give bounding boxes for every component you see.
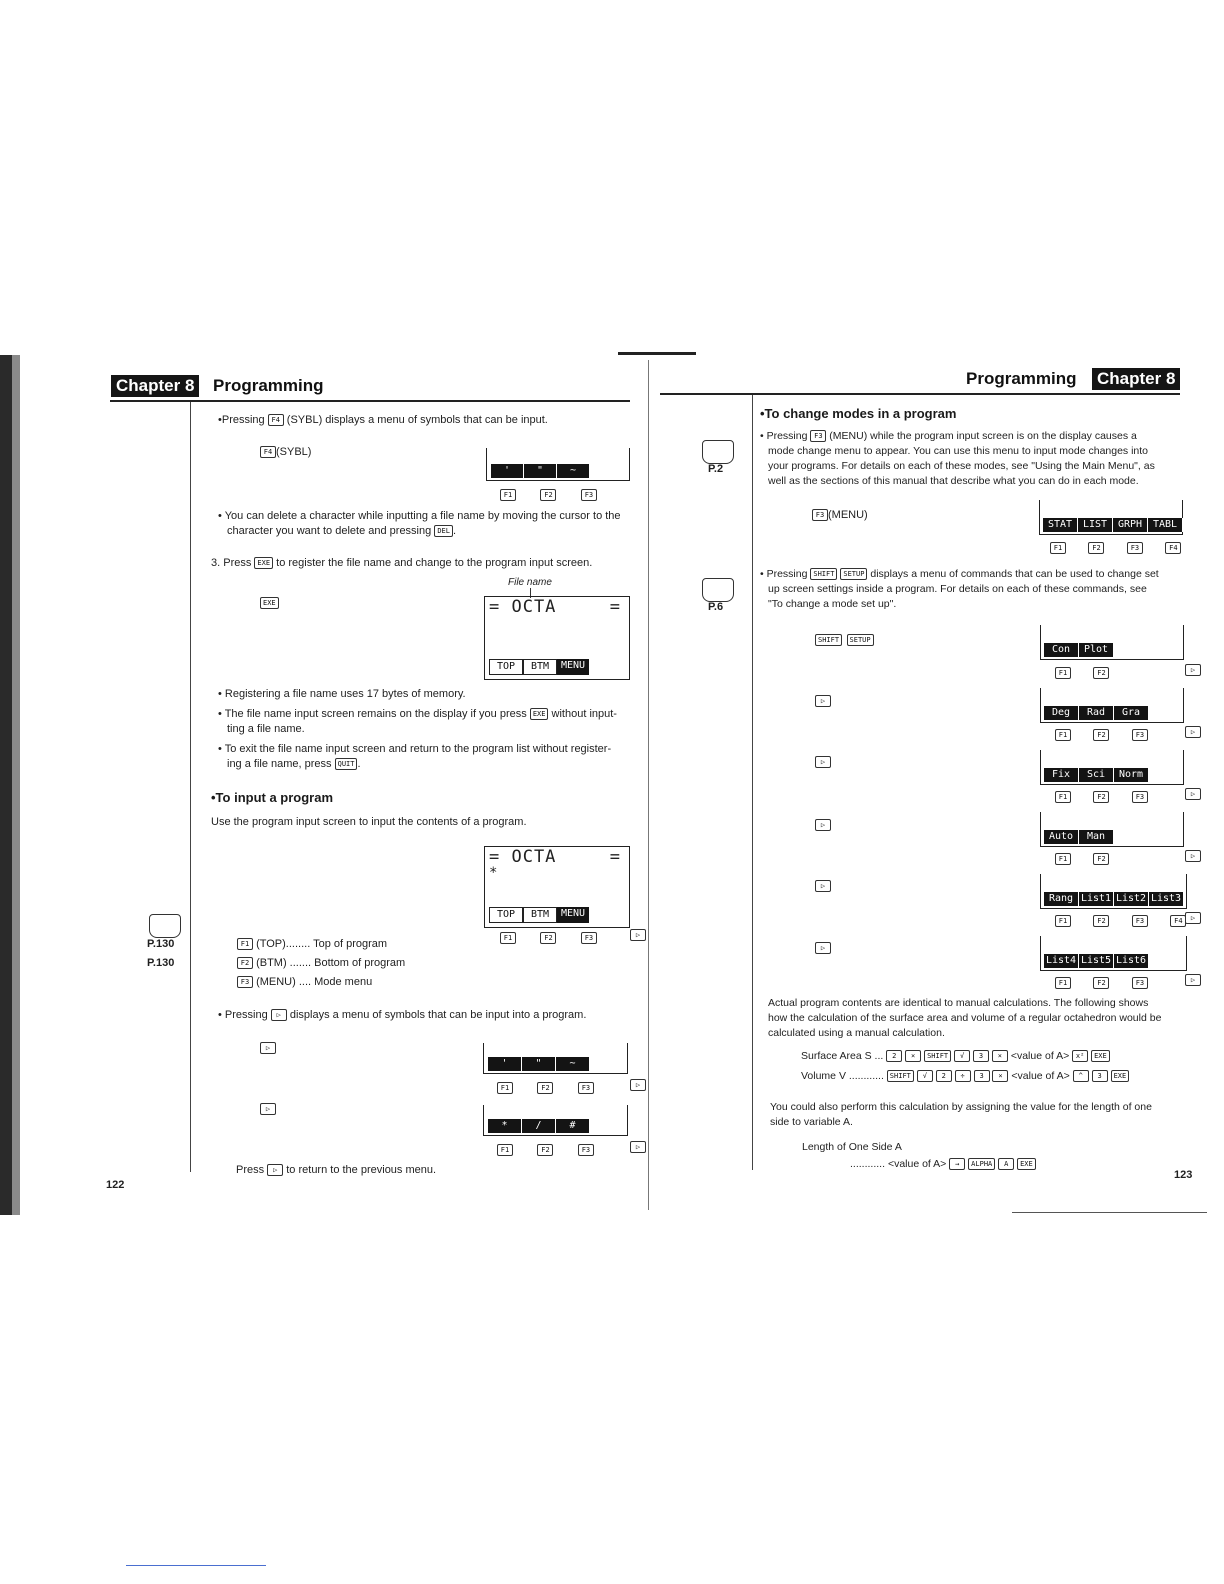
key-3: 3	[974, 1070, 990, 1082]
f2-key: F2	[1093, 729, 1109, 741]
setup-menu-screen	[1040, 625, 1184, 660]
f1-key: F1	[500, 489, 516, 501]
pressing-more: • Pressing ▷ displays a menu of symbols that can be input into a program.	[218, 1009, 587, 1021]
menu-cell: List1	[1079, 892, 1114, 906]
right-bottom-rule	[1012, 1212, 1207, 1213]
f3-key: F3	[1132, 977, 1148, 989]
next-key: ▷	[260, 1103, 276, 1115]
exe-key: EXE	[260, 597, 279, 609]
ref-p130: P.130	[147, 938, 175, 950]
menu-cell: Sci	[1079, 768, 1114, 782]
menu-b-fkeys	[497, 1141, 594, 1159]
bottom-blue-rule	[126, 1565, 266, 1566]
f2-key: F2	[540, 932, 556, 944]
f4-key: F4	[268, 414, 284, 426]
file-name-screen	[484, 596, 630, 680]
f1-key: F1	[1055, 667, 1071, 679]
file-name-caption: File name	[508, 577, 552, 588]
f3-key: F3	[578, 1144, 594, 1156]
right-page-title: Programming	[966, 369, 1077, 388]
f2-key: F2	[1093, 667, 1109, 679]
key-3: 3	[1092, 1070, 1108, 1082]
f2-key: F2	[537, 1144, 553, 1156]
exe-key-caption	[260, 594, 279, 612]
next-key: ▷	[630, 1141, 646, 1153]
next-key: ▷	[1185, 788, 1201, 800]
times-key: ×	[992, 1070, 1008, 1082]
alpha-key: ALPHA	[968, 1158, 995, 1170]
book-icon	[702, 440, 734, 464]
f2-key: F2	[540, 489, 556, 501]
left-page-title: Programming	[213, 376, 324, 395]
gutter-corner	[618, 352, 696, 355]
menu-cell: Gra	[1114, 706, 1149, 720]
shift-key: SHIFT	[924, 1050, 951, 1062]
quit-key: QUIT	[335, 758, 358, 770]
assign-arrow-key: →	[949, 1158, 965, 1170]
menu-cell: Fix	[1044, 768, 1079, 782]
f3-key: F3	[1132, 729, 1148, 741]
screen-eq: =	[609, 597, 621, 617]
menu-cell: Con	[1044, 643, 1079, 657]
menu-cell: Deg	[1044, 706, 1079, 720]
square-key: x²	[1072, 1050, 1088, 1062]
f1-key: F1	[1055, 853, 1071, 865]
f3-key: F3	[581, 932, 597, 944]
exe-key: EXE	[530, 708, 549, 720]
shift-key: SHIFT	[887, 1070, 914, 1082]
left-intro: •Pressing F4 (SYBL) displays a menu of symbols that can be input.	[218, 414, 548, 426]
length-line: ............ <value of A> → ALPHA A EXE	[850, 1157, 1036, 1172]
f3-key: F3	[1132, 915, 1148, 927]
sybl-caption: F4 (SYBL)	[260, 445, 311, 460]
section-input-text: Use the program input screen to input the contents of a program.	[211, 816, 527, 828]
f3-key: F3	[578, 1082, 594, 1094]
shift-key: SHIFT	[810, 568, 837, 580]
setup-menu-list	[815, 625, 1205, 990]
next-key: ▷	[271, 1009, 287, 1021]
exe-key: EXE	[1111, 1070, 1130, 1082]
menu-cell: ~	[556, 1057, 590, 1071]
sqrt-key: √	[954, 1050, 970, 1062]
next-key: ▷	[815, 756, 831, 768]
f3-key: F3	[812, 509, 828, 521]
sqrt-key: √	[917, 1070, 933, 1082]
times-key: ×	[992, 1050, 1008, 1062]
menu-grph: GRPH	[1113, 518, 1148, 532]
section-mode-text: • Pressing F3 (MENU) while the program input screen is on the display causes a mode change menu to appear. You can use this menu to input mode changes into your programs. For details on each of these modes, see "Using the Main Menu", as well as the sections of this manual that describe what you can do in each mode.	[760, 430, 1155, 487]
next-key: ▷	[1185, 912, 1201, 924]
ref-p6: P.6	[708, 601, 724, 613]
f1-key: F1	[500, 932, 516, 944]
f1-key: F1	[1055, 729, 1071, 741]
menu-tabl: TABL	[1148, 518, 1183, 532]
f3-key: F3	[1127, 542, 1143, 554]
next-key: ▷	[815, 819, 831, 831]
f2-key: F2	[1093, 977, 1109, 989]
menu-cell: '	[491, 464, 524, 478]
menu-cell: *	[488, 1119, 522, 1133]
length-label: Length of One Side A	[802, 1141, 902, 1153]
volume-line: Volume V ............ SHIFT √ 2 ÷ 3 × <value of A> ^ 3 EXE	[801, 1069, 1129, 1084]
gutter-line	[648, 360, 649, 1210]
menu-btm: BTM	[523, 907, 557, 923]
f4-key: F4	[260, 446, 276, 458]
menu-btm: BTM	[523, 659, 557, 675]
exe-key: EXE	[254, 557, 273, 569]
program-fkeys	[500, 929, 597, 947]
menu-cell: List3	[1149, 892, 1184, 906]
left-binding-shadow	[12, 355, 20, 1215]
next-key: ▷	[1185, 974, 1201, 986]
next-key: ▷	[630, 929, 646, 941]
menu-cell: List4	[1044, 954, 1079, 968]
sybl-fkeys	[500, 486, 597, 504]
menu-cell: #	[556, 1119, 590, 1133]
setup-menu-screen	[1040, 750, 1184, 785]
setup-menu-screen	[1040, 874, 1187, 909]
menu-cell: Rang	[1044, 892, 1079, 906]
bullet-delete: • You can delete a character while inputting a file name by moving the cursor to the character you want to delete and pressing DEL .	[218, 510, 621, 537]
key-2: 2	[886, 1050, 902, 1062]
setup-key: SETUP	[847, 634, 874, 646]
setup-key: SETUP	[840, 568, 867, 580]
times-key: ×	[905, 1050, 921, 1062]
screen-cursor: *	[489, 865, 499, 881]
setup-menu-screen	[1040, 688, 1184, 723]
menu-menu: MENU	[557, 659, 590, 675]
key-2: 2	[936, 1070, 952, 1082]
divide-key: ÷	[955, 1070, 971, 1082]
menu-caption: F3 (MENU)	[812, 508, 868, 523]
f1-key: F1	[1055, 977, 1071, 989]
f3-key: F3	[1132, 791, 1148, 803]
return-text: Press ▷ to return to the previous menu.	[236, 1164, 437, 1176]
mode-fkeys	[1050, 539, 1181, 557]
screen-line: = OCTA	[489, 847, 557, 867]
surface-area-line: Surface Area S ... 2 × SHIFT √ 3 × <value of A> x² EXE	[801, 1049, 1110, 1064]
menu-list: LIST	[1078, 518, 1113, 532]
f1-key: F1	[497, 1082, 513, 1094]
right-header-rule	[660, 393, 1180, 395]
menu-cell: ~	[557, 464, 590, 478]
left-header-rule	[110, 400, 630, 402]
left-bullets: • Registering a file name uses 17 bytes of memory. • The file name input screen remains on the display if you press EXE without input- ting a file name. • To exit the file name input screen and return to the program list without register- ing a file name, press QUIT .	[218, 688, 617, 770]
section-mode-heading: •To change modes in a program	[760, 406, 957, 421]
menu-cell: Man	[1079, 830, 1114, 844]
assign-paragraph: You could also perform this calculation by assigning the value for the length of one side to variable A.	[770, 1101, 1152, 1128]
f2-key: F2	[1093, 853, 1109, 865]
menu-cell: "	[522, 1057, 556, 1071]
screen-eq: =	[609, 847, 621, 867]
f1-key: F1	[1055, 915, 1071, 927]
shift-key: SHIFT	[815, 634, 842, 646]
power-key: ^	[1073, 1070, 1089, 1082]
actual-paragraph: Actual program contents are identical to manual calculations. The following shows how the calculation of the surface area and volume of a regular octahedron would be calculated using a manual calculation.	[768, 997, 1162, 1039]
next-key: ▷	[815, 942, 831, 954]
f4-key: F4	[1165, 542, 1181, 554]
exe-key: EXE	[1091, 1050, 1110, 1062]
symbol-menu-a	[483, 1043, 628, 1074]
next-key: ▷	[1185, 850, 1201, 862]
f3-key: F3	[237, 976, 253, 988]
f1-key: F1	[497, 1144, 513, 1156]
menu-cell: Plot	[1079, 643, 1114, 657]
f3-key: F3	[810, 430, 826, 442]
next-key: ▷	[260, 1042, 276, 1054]
setup-menu-screen	[1040, 812, 1184, 847]
right-page-number: 123	[1174, 1169, 1193, 1181]
book-icon	[149, 914, 181, 938]
left-binding-edge	[0, 355, 12, 1215]
menu-top: TOP	[489, 907, 523, 923]
menu-cell: List6	[1114, 954, 1149, 968]
menu-cell: List5	[1079, 954, 1114, 968]
menu-cell: '	[488, 1057, 522, 1071]
menu-top: TOP	[489, 659, 523, 675]
menu-cell: /	[522, 1119, 556, 1133]
step-3: 3. Press EXE to register the file name and change to the program input screen.	[211, 557, 593, 569]
screen-line: = OCTA	[489, 597, 557, 617]
program-input-screen	[484, 846, 630, 928]
f2-key: F2	[237, 957, 253, 969]
menu-cell: List2	[1114, 892, 1149, 906]
f2-key: F2	[1093, 915, 1109, 927]
f1-key: F1	[237, 938, 253, 950]
menu-menu: MENU	[557, 907, 590, 923]
f3-key: F3	[581, 489, 597, 501]
sybl-screen	[486, 448, 630, 481]
next-key: ▷	[815, 880, 831, 892]
f1-key: F1	[1055, 791, 1071, 803]
left-chapter-tag: Chapter 8	[111, 375, 199, 397]
fn-list: F1 (TOP)........ Top of program F2 (BTM) ....... Bottom of program F3 (MENU) .... Mode menu	[237, 937, 405, 990]
f2-key: F2	[537, 1082, 553, 1094]
menu-cell: "	[524, 464, 557, 478]
key-3: 3	[973, 1050, 989, 1062]
f2-key: F2	[1093, 791, 1109, 803]
menu-cell: Norm	[1114, 768, 1149, 782]
menu-cell: Rad	[1079, 706, 1114, 720]
left-margin-rule	[190, 402, 191, 1172]
book-icon	[702, 578, 734, 602]
menu-a-fkeys	[497, 1079, 594, 1097]
f4-key: F4	[1170, 915, 1186, 927]
left-page-number: 122	[106, 1179, 125, 1191]
key-a: A	[998, 1158, 1014, 1170]
f2-key: F2	[1088, 542, 1104, 554]
ref-p130: P.130	[147, 957, 175, 969]
next-key: ▷	[267, 1164, 283, 1176]
setup-text: • Pressing SHIFT SETUP displays a menu of commands that can be used to change set up screen settings inside a program. For details on each of these commands, see "To change a mode set up".	[760, 568, 1159, 610]
next-key: ▷	[815, 695, 831, 707]
menu-cell: Auto	[1044, 830, 1079, 844]
symbol-menu-b	[483, 1105, 628, 1136]
next-key: ▷	[630, 1079, 646, 1091]
section-input-heading: •To input a program	[211, 790, 334, 805]
right-margin-rule	[752, 395, 753, 1170]
del-key: DEL	[434, 525, 453, 537]
exe-key: EXE	[1017, 1158, 1036, 1170]
next-key: ▷	[1185, 726, 1201, 738]
right-chapter-tag: Chapter 8	[1092, 368, 1180, 390]
ref-p2: P.2	[708, 463, 724, 475]
next-key: ▷	[1185, 664, 1201, 676]
setup-menu-screen	[1040, 936, 1187, 971]
f1-key: F1	[1050, 542, 1066, 554]
menu-stat: STAT	[1043, 518, 1078, 532]
mode-menu-screen	[1039, 500, 1183, 535]
